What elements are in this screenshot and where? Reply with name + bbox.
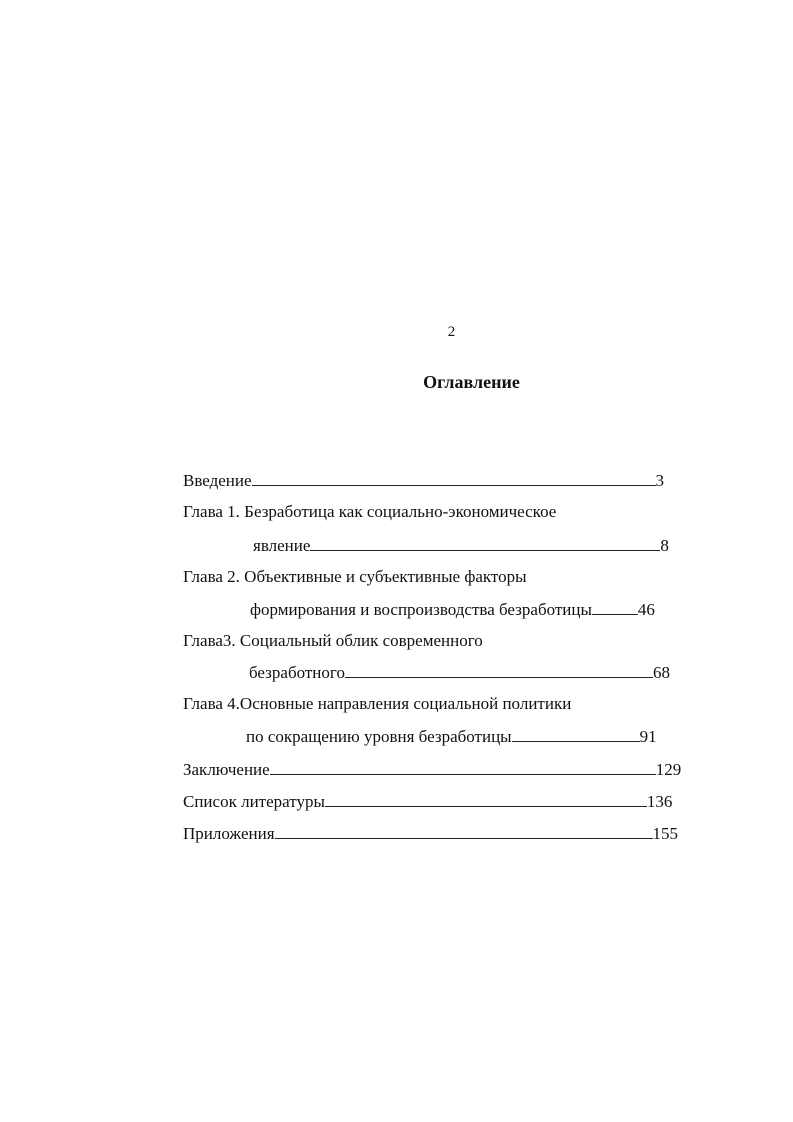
dot-leader (325, 791, 647, 807)
toc-entry-conclusion (183, 759, 681, 780)
toc-entry-page: 68 (652, 663, 670, 682)
toc-entry-chapter-1-line-2 (253, 535, 669, 556)
toc-entry-page: 8 (660, 536, 669, 555)
dot-leader (270, 759, 656, 775)
toc-entry-page: 129 (655, 760, 682, 779)
dot-leader (252, 470, 656, 486)
toc-entry-page: 3 (655, 471, 665, 490)
toc-entry-page: 46 (637, 600, 655, 619)
dot-leader (512, 726, 640, 742)
toc-entry-literature (183, 791, 672, 812)
toc-entry-label: Приложения (183, 824, 275, 843)
toc-entry-label: безработного (249, 663, 345, 682)
toc-entry-chapter-4-line-1: Глава 4.Основные направления социальной политики (183, 694, 572, 713)
toc-entry-chapter-2-line-2 (250, 599, 655, 620)
toc-entry-appendices (183, 823, 678, 844)
toc-entry-page: 155 (652, 824, 679, 843)
toc-entry-page: 91 (639, 727, 657, 746)
toc-entry-label: формирования и воспроизводства безработицы (250, 600, 592, 619)
dot-leader (592, 599, 638, 615)
toc-entry-chapter-2-line-1: Глава 2. Объективные и субъективные факторы (183, 567, 527, 586)
toc-entry-label: Заключение (183, 760, 270, 779)
toc-entry-page: 136 (646, 792, 673, 811)
dot-leader (310, 535, 660, 551)
dot-leader (345, 662, 653, 678)
toc-entry-chapter-3-line-2 (249, 662, 670, 683)
page-number: 2 (447, 324, 456, 340)
toc-entry-chapter-1-line-1: Глава 1. Безработица как социально-экономическое (183, 502, 557, 521)
dot-leader (275, 823, 653, 839)
toc-entry-label: явление (253, 536, 311, 555)
toc-entry-chapter-4-line-2 (246, 726, 657, 747)
toc-entry-label: по сокращению уровня безработицы (246, 727, 512, 746)
toc-entry-label: Список литературы (183, 792, 325, 811)
toc-entry-intro (183, 470, 664, 491)
toc-entry-chapter-3-line-1: Глава3. Социальный облик современного (183, 631, 483, 650)
toc-title: Оглавление (423, 372, 520, 392)
toc-entry-label: Введение (183, 471, 252, 490)
